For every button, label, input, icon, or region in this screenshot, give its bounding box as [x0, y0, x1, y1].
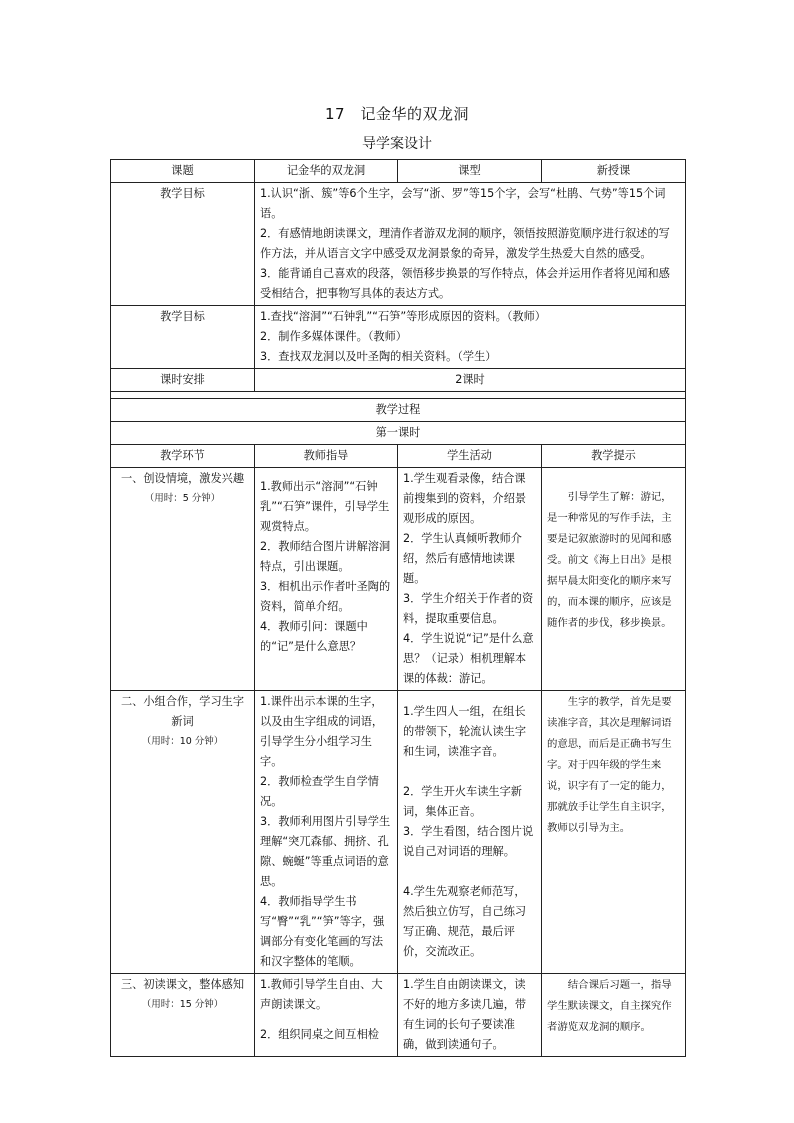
teacher-cell [255, 974, 398, 1057]
student-step: 1.学生自由朗读课文，读不好的地方多读几遍，带有生词的长句子要读准确，做到读通句子。 [403, 978, 527, 1051]
objective-item: 2．有感情地朗读课文，理清作者游双龙洞的顺序，领悟按照游览顺序进行叙述的写作方法，并从语言文字中感受双龙洞景象的奇异，激发学生热爱大自然的感受。 [260, 227, 670, 260]
table-row [111, 468, 686, 691]
student-step: 2．学生开火车读生字新词，集体正音。 [403, 785, 522, 818]
objectives-row [111, 183, 686, 306]
session-title: 第一课时 [111, 422, 686, 445]
student-step: 1.学生观看录像，结合课前搜集到的资料，介绍景观形成的原因。 [403, 472, 527, 525]
teacher-step: 1.课件出示本课的生字，以及由生字组成的词语，引导学生分小组学习生字。 [260, 695, 384, 768]
stage-time: （用时：10 分钟） [141, 736, 224, 747]
teacher-step: 4．教师指导学生书写“臀”“乳”“笋”等字，强调部分有变化笔画的写法和汉字整体的笔顺。 [260, 895, 385, 968]
stage-title: 三、初读课文，整体感知 [120, 978, 245, 991]
subject-label: 课题 [111, 160, 255, 183]
teacher-step: 2．教师结合图片讲解溶洞特点，引出课题。 [260, 540, 391, 573]
type-label: 课型 [398, 160, 542, 183]
process-title: 教学过程 [111, 399, 686, 422]
preparation-item: 3．查找双龙洞以及叶圣陶的相关资料。（学生） [260, 350, 497, 363]
meta-row [111, 160, 686, 183]
schedule-row [111, 369, 686, 392]
teacher-step: 1.教师出示“溶洞”“石钟乳”“石笋”课件，引导学生观赏特点。 [260, 480, 390, 533]
process-title-row [111, 399, 686, 422]
column-header-row [111, 445, 686, 468]
schedule-label: 课时安排 [111, 369, 255, 392]
table-row [111, 974, 686, 1057]
spacer-row [111, 392, 686, 399]
schedule-value: 2课时 [255, 369, 686, 392]
stage-cell [111, 468, 255, 691]
stage-time: （用时：15 分钟） [141, 999, 224, 1010]
preparation-label: 教学目标 [111, 306, 255, 369]
preparation-item: 2．制作多媒体课件。（教师） [260, 330, 407, 343]
lesson-plan-table [110, 159, 686, 1057]
student-step: 4.学生先观察老师范写，然后独立仿写，自己练习写正确、规范，最后评价，交流改正。 [403, 885, 527, 958]
objectives-content [255, 183, 686, 306]
student-step: 2．学生认真倾听教师介绍，然后有感情地读课题。 [403, 532, 522, 585]
hint-cell [542, 691, 686, 974]
student-cell [398, 691, 542, 974]
objective-item: 3．能背诵自己喜欢的段落，领悟移步换景的写作特点，体会并运用作者将见闻和感受相结合，把事物写具体的表达方式。 [260, 267, 670, 300]
student-step: 4．学生说说“记”是什么意思？（记录）相机理解本课的体裁：游记。 [403, 632, 534, 685]
stage-cell [111, 974, 255, 1057]
teaching-hint: 引导学生了解：游记，是一种常见的写作手法，主要是记叙旅游时的见闻和感受。前文《海上日出》是根据早晨太阳变化的顺序来写的，而本课的顺序，应该是随作者的步伐，移步换景。 [547, 491, 672, 629]
teacher-step: 2．教师检查学生自学情况。 [260, 775, 379, 808]
table-row [111, 691, 686, 974]
teacher-cell [255, 468, 398, 691]
teacher-step: 3．教师利用图片引导学生理解“突兀森郁、拥挤、孔隙、蜿蜒”等重点词语的意思。 [260, 815, 391, 888]
teacher-step: 1.教师引导学生自由、大声朗读课文。 [260, 978, 383, 1011]
teacher-cell [255, 691, 398, 974]
student-step: 1.学生四人一组，在组长的带领下，轮流认读生字和生词，读准字音。 [403, 705, 527, 758]
student-cell [398, 468, 542, 691]
teacher-step: 3．相机出示作者叶圣陶的资料，简单介绍。 [260, 580, 391, 613]
hint-cell [542, 974, 686, 1057]
type-value: 新授课 [542, 160, 686, 183]
teacher-step: 2．组织同桌之间互相检 [260, 1028, 379, 1041]
stage-title: 一、创设情境，激发兴趣 [120, 472, 245, 485]
objectives-label: 教学目标 [111, 183, 255, 306]
column-header: 教学环节 [111, 445, 255, 468]
subject-value: 记金华的双龙洞 [255, 160, 398, 183]
stage-cell [111, 691, 255, 974]
objective-item: 1.认识“浙、簇”等6个生字，会写“浙、罗”等15个字，会写“杜鹃、气势”等15个词语。 [260, 187, 666, 220]
teaching-hint: 生字的教学，首先是要读准字音，其次是理解词语的意思，而后是正确书写生字。对于四年级的学生来说，识字有了一定的能力，那就放手让学生自主识字，教师以引导为主。 [547, 696, 672, 834]
preparation-item: 1.查找“溶洞”“石钟乳”“石笋”等形成原因的资料。（教师） [260, 310, 546, 323]
column-header: 教师指导 [255, 445, 398, 468]
preparation-content [255, 306, 686, 369]
student-step: 3．学生看图，结合图片说说自己对词语的理解。 [403, 825, 534, 858]
session-row [111, 422, 686, 445]
page-subtitle: 导学案设计 [362, 136, 432, 152]
student-cell [398, 974, 542, 1057]
hint-cell [542, 468, 686, 691]
page-title: 17 记金华的双龙洞 [324, 105, 470, 123]
student-step: 3．学生介绍关于作者的资料，提取重要信息。 [403, 592, 534, 625]
teacher-step: 4．教师引问：课题中的“记”是什么意思？ [260, 620, 368, 653]
teaching-hint: 结合课后习题一，指导学生默读课文，自主探究作者游览双龙洞的顺序。 [547, 979, 672, 1033]
preparation-row [111, 306, 686, 369]
stage-title: 二、小组合作，学习生字新词 [120, 695, 245, 728]
column-header: 学生活动 [398, 445, 542, 468]
column-header: 教学提示 [542, 445, 686, 468]
stage-time: （用时：5 分钟） [144, 493, 221, 504]
